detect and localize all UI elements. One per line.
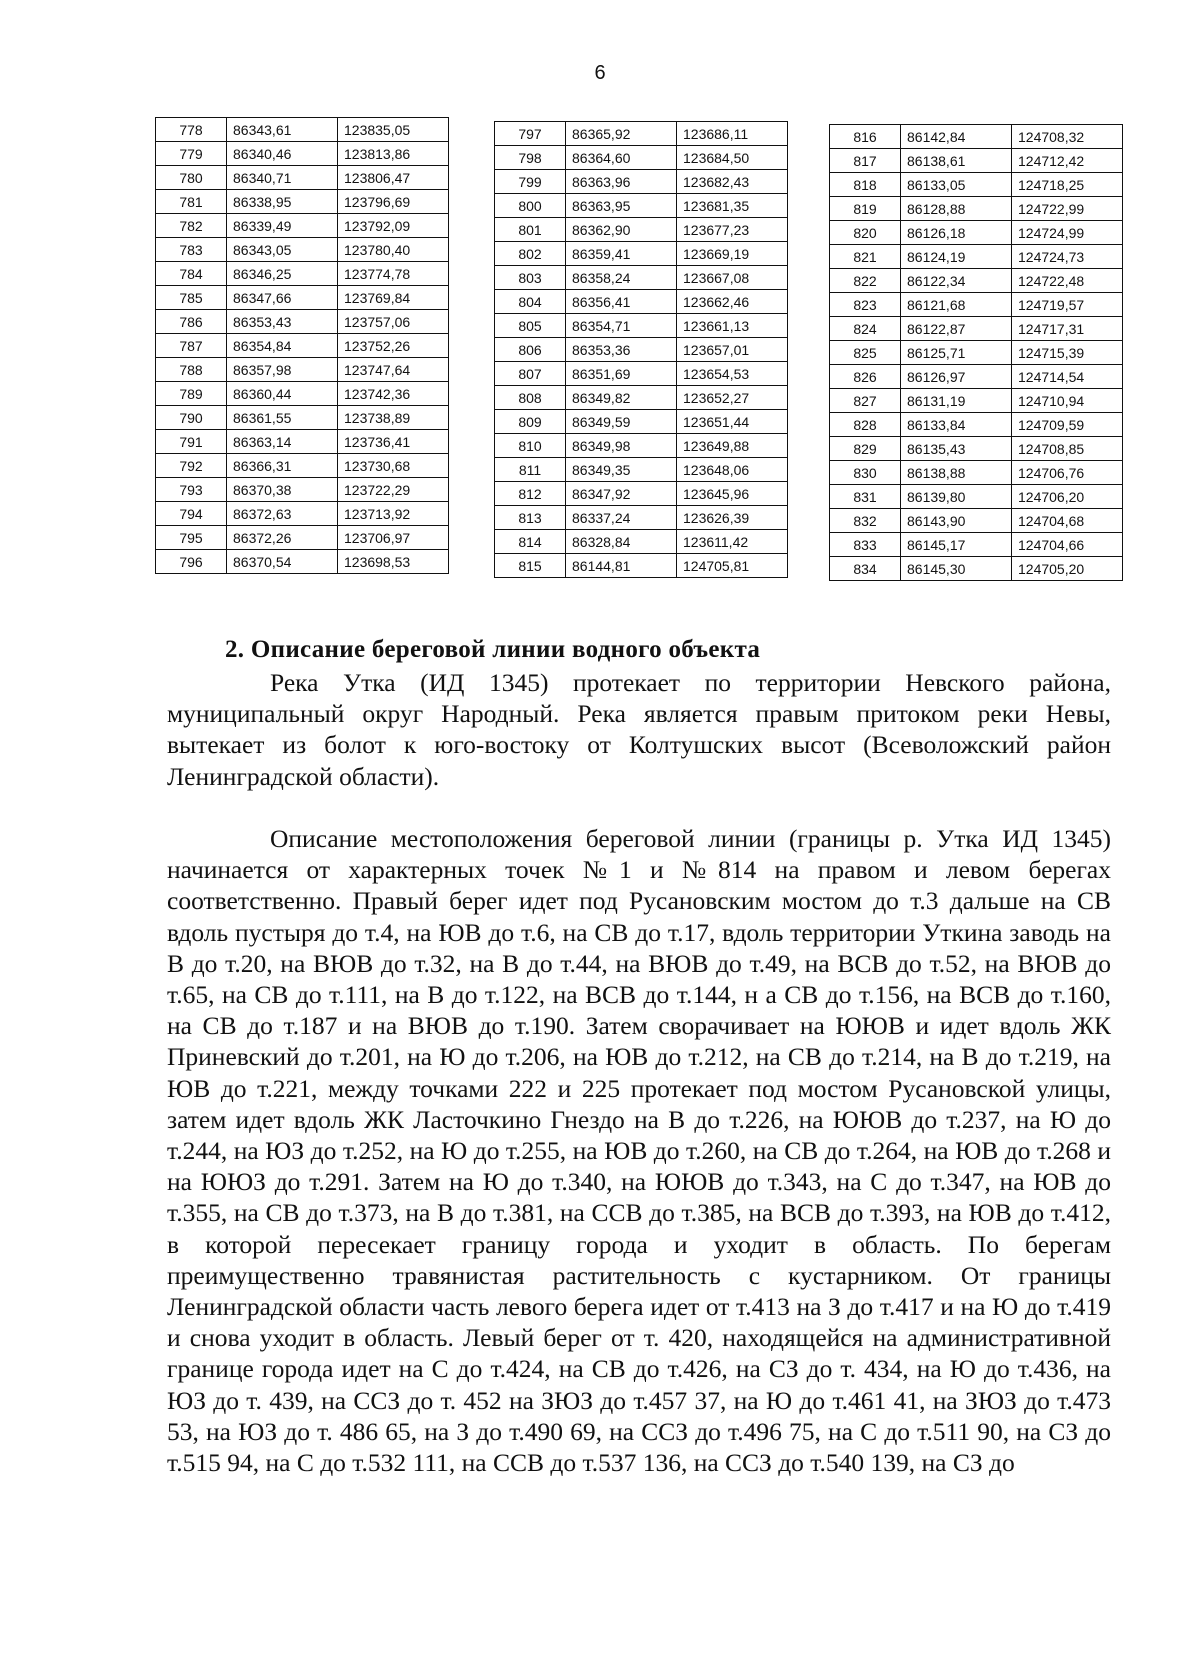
- point-number-cell: 781: [156, 190, 227, 214]
- y-coordinate-cell: 123682,43: [677, 170, 788, 194]
- table-row: [495, 434, 788, 458]
- table-row: [830, 461, 1123, 485]
- point-number-cell: 784: [156, 262, 227, 286]
- table-row: [156, 382, 449, 406]
- x-coordinate-cell: 86347,66: [227, 286, 338, 310]
- table-row: [830, 533, 1123, 557]
- point-number-cell: 815: [495, 554, 566, 578]
- y-coordinate-cell: 123722,29: [338, 478, 449, 502]
- x-coordinate-cell: 86361,55: [227, 406, 338, 430]
- x-coordinate-cell: 86343,05: [227, 238, 338, 262]
- point-number-cell: 780: [156, 166, 227, 190]
- table-row: [830, 149, 1123, 173]
- y-coordinate-cell: 123652,27: [677, 386, 788, 410]
- table-row: [156, 166, 449, 190]
- coordinates-table-1: [155, 117, 449, 574]
- y-coordinate-cell: 123736,41: [338, 430, 449, 454]
- point-number-cell: 804: [495, 290, 566, 314]
- section-heading: 2. Описание береговой линии водного объекта: [225, 636, 761, 663]
- point-number-cell: 831: [830, 485, 901, 509]
- point-number-cell: 796: [156, 550, 227, 574]
- point-number-cell: 824: [830, 317, 901, 341]
- y-coordinate-cell: 123654,53: [677, 362, 788, 386]
- table-row: [495, 242, 788, 266]
- point-number-cell: 787: [156, 334, 227, 358]
- table-row: [156, 310, 449, 334]
- y-coordinate-cell: 124704,66: [1012, 533, 1123, 557]
- y-coordinate-cell: 124706,76: [1012, 461, 1123, 485]
- paragraph-river-description: Река Утка (ИД 1345) протекает по территории Невского района, муниципальный округ Народный. Река является правым притоком реки Невы, вытекает из болот к юго-востоку от Колтушских высот (Всеволожский район Ленинградской области).: [167, 668, 1111, 791]
- table-row: [495, 506, 788, 530]
- y-coordinate-cell: 123835,05: [338, 118, 449, 142]
- point-number-cell: 822: [830, 269, 901, 293]
- table-row: [495, 338, 788, 362]
- table-row: [156, 358, 449, 382]
- y-coordinate-cell: 123792,09: [338, 214, 449, 238]
- table-row: [495, 218, 788, 242]
- y-coordinate-cell: 123677,23: [677, 218, 788, 242]
- x-coordinate-cell: 86135,43: [901, 437, 1012, 461]
- point-number-cell: 792: [156, 454, 227, 478]
- table-row: [495, 266, 788, 290]
- table-row: [830, 269, 1123, 293]
- x-coordinate-cell: 86138,88: [901, 461, 1012, 485]
- table-row: [830, 389, 1123, 413]
- y-coordinate-cell: 123645,96: [677, 482, 788, 506]
- y-coordinate-cell: 123651,44: [677, 410, 788, 434]
- point-number-cell: 809: [495, 410, 566, 434]
- x-coordinate-cell: 86349,35: [566, 458, 677, 482]
- point-number-cell: 778: [156, 118, 227, 142]
- point-number-cell: 808: [495, 386, 566, 410]
- y-coordinate-cell: 123738,89: [338, 406, 449, 430]
- table-row: [156, 478, 449, 502]
- x-coordinate-cell: 86122,34: [901, 269, 1012, 293]
- x-coordinate-cell: 86363,96: [566, 170, 677, 194]
- table-row: [495, 530, 788, 554]
- y-coordinate-cell: 123649,88: [677, 434, 788, 458]
- y-coordinate-cell: 124718,25: [1012, 173, 1123, 197]
- x-coordinate-cell: 86351,69: [566, 362, 677, 386]
- y-coordinate-cell: 123742,36: [338, 382, 449, 406]
- x-coordinate-cell: 86364,60: [566, 146, 677, 170]
- point-number-cell: 833: [830, 533, 901, 557]
- x-coordinate-cell: 86340,46: [227, 142, 338, 166]
- table-row: [156, 502, 449, 526]
- x-coordinate-cell: 86145,17: [901, 533, 1012, 557]
- table-row: [156, 142, 449, 166]
- y-coordinate-cell: 123796,69: [338, 190, 449, 214]
- y-coordinate-cell: 123698,53: [338, 550, 449, 574]
- point-number-cell: 779: [156, 142, 227, 166]
- y-coordinate-cell: 124706,20: [1012, 485, 1123, 509]
- paragraph-shoreline-description: Описание местоположения береговой линии (границы р. Утка ИД 1345) начинается от характерных точек №1 и №814 на правом и левом берегах соответственно. Правый берег идет под Русановским мостом до т.3 дальше на СВ вдоль пустыря до т.4, на ЮВ до т.6, на СВ до т.17, вдоль территории Уткина заводь на В до т.20, на ВЮВ до т.32, на В до т.44, на ВЮВ до т.49, на ВСВ до т.52, на ВЮВ до т.65, на СВ до т.111, на В до т.122, на ВСВ до т.144, н а СВ до т.156, на ВСВ до т.160, на СВ до т.187 и на ВЮВ до т.190. Затем сворачивает на ЮЮВ и идет вдоль ЖК Приневский до т.201, на Ю до т.206, на ЮВ до т.212, на СВ до т.214, на В до т.219, на ЮВ до т.221, между точками 222 и 225 протекает под мостом Русановской улицы, затем идет вдоль ЖК Ласточкино Гнездо на В до т.226, на ЮЮВ до т.237, на Ю до т.244, на ЮЗ до т.252, на Ю до т.255, на ЮВ до т.260, на СВ до т.264, на ЮВ до т.268 и на ЮЮЗ до т.291. Затем на Ю до т.340, на ЮЮВ до т.343, на С до т.347, на ЮВ до т.355, на СВ до т.373, на В до т.381, на ССВ до т.385, на ВСВ до т.393, на ЮВ до т.412, в которой пересекает границу города и уходит в область. По берегам преимущественно травянистая растительность с кустарником. От границы Ленинградской области часть левого берега идет от т.413 на З до т.417 и на Ю до т.419 и снова уходит в область. Левый берег от т. 420, находящейся на административной границе города идет на С до т.424, на СВ до т.426, на СЗ до т. 434, на Ю до т.436, на ЮЗ до т. 439, на ССЗ до т. 452 на ЗЮЗ до т.457 37, на Ю до т.461 41, на ЗЮЗ до т.473 53, на ЮЗ до т. 486 65, на З до т.490 69, на ССЗ до т.496 75, на С до т.511 90, на СЗ до т.515 94, на С до т.532 111, на ССВ до т.537 136, на ССЗ до т.540 139, на СЗ до: [167, 824, 1111, 1478]
- x-coordinate-cell: 86126,18: [901, 221, 1012, 245]
- x-coordinate-cell: 86363,95: [566, 194, 677, 218]
- point-number-cell: 813: [495, 506, 566, 530]
- table-row: [830, 125, 1123, 149]
- x-coordinate-cell: 86328,84: [566, 530, 677, 554]
- y-coordinate-cell: 124710,94: [1012, 389, 1123, 413]
- x-coordinate-cell: 86353,36: [566, 338, 677, 362]
- point-number-cell: 817: [830, 149, 901, 173]
- y-coordinate-cell: 123757,06: [338, 310, 449, 334]
- x-coordinate-cell: 86370,54: [227, 550, 338, 574]
- table-row: [830, 365, 1123, 389]
- point-number-cell: 790: [156, 406, 227, 430]
- y-coordinate-cell: 123730,68: [338, 454, 449, 478]
- y-coordinate-cell: 123648,06: [677, 458, 788, 482]
- point-number-cell: 799: [495, 170, 566, 194]
- point-number-cell: 827: [830, 389, 901, 413]
- x-coordinate-cell: 86126,97: [901, 365, 1012, 389]
- point-number-cell: 821: [830, 245, 901, 269]
- x-coordinate-cell: 86370,38: [227, 478, 338, 502]
- y-coordinate-cell: 123681,35: [677, 194, 788, 218]
- x-coordinate-cell: 86360,44: [227, 382, 338, 406]
- y-coordinate-cell: 123806,47: [338, 166, 449, 190]
- point-number-cell: 801: [495, 218, 566, 242]
- y-coordinate-cell: 123747,64: [338, 358, 449, 382]
- table-row: [156, 118, 449, 142]
- table-row: [830, 197, 1123, 221]
- x-coordinate-cell: 86143,90: [901, 509, 1012, 533]
- y-coordinate-cell: 123813,86: [338, 142, 449, 166]
- y-coordinate-cell: 123611,42: [677, 530, 788, 554]
- table-row: [495, 194, 788, 218]
- y-coordinate-cell: 124722,48: [1012, 269, 1123, 293]
- y-coordinate-cell: 123713,92: [338, 502, 449, 526]
- table-row: [495, 410, 788, 434]
- y-coordinate-cell: 123706,97: [338, 526, 449, 550]
- point-number-cell: 807: [495, 362, 566, 386]
- x-coordinate-cell: 86138,61: [901, 149, 1012, 173]
- table-row: [830, 341, 1123, 365]
- point-number-cell: 810: [495, 434, 566, 458]
- coordinates-table-3: [829, 124, 1123, 581]
- point-number-cell: 802: [495, 242, 566, 266]
- x-coordinate-cell: 86359,41: [566, 242, 677, 266]
- point-number-cell: 803: [495, 266, 566, 290]
- x-coordinate-cell: 86372,26: [227, 526, 338, 550]
- point-number-cell: 819: [830, 197, 901, 221]
- y-coordinate-cell: 124714,54: [1012, 365, 1123, 389]
- point-number-cell: 786: [156, 310, 227, 334]
- table-row: [156, 190, 449, 214]
- table-row: [830, 437, 1123, 461]
- x-coordinate-cell: 86131,19: [901, 389, 1012, 413]
- x-coordinate-cell: 86125,71: [901, 341, 1012, 365]
- table-row: [495, 554, 788, 578]
- x-coordinate-cell: 86339,49: [227, 214, 338, 238]
- x-coordinate-cell: 86340,71: [227, 166, 338, 190]
- point-number-cell: 823: [830, 293, 901, 317]
- x-coordinate-cell: 86337,24: [566, 506, 677, 530]
- y-coordinate-cell: 124722,99: [1012, 197, 1123, 221]
- point-number-cell: 834: [830, 557, 901, 581]
- table-row: [830, 221, 1123, 245]
- point-number-cell: 798: [495, 146, 566, 170]
- y-coordinate-cell: 124724,99: [1012, 221, 1123, 245]
- table-row: [495, 458, 788, 482]
- table-row: [830, 317, 1123, 341]
- x-coordinate-cell: 86358,24: [566, 266, 677, 290]
- x-coordinate-cell: 86346,25: [227, 262, 338, 286]
- y-coordinate-cell: 124708,32: [1012, 125, 1123, 149]
- point-number-cell: 806: [495, 338, 566, 362]
- table-row: [156, 286, 449, 310]
- point-number-cell: 832: [830, 509, 901, 533]
- y-coordinate-cell: 124712,42: [1012, 149, 1123, 173]
- table-row: [830, 293, 1123, 317]
- table-row: [156, 550, 449, 574]
- y-coordinate-cell: 123684,50: [677, 146, 788, 170]
- point-number-cell: 785: [156, 286, 227, 310]
- table-row: [830, 173, 1123, 197]
- point-number-cell: 828: [830, 413, 901, 437]
- point-number-cell: 811: [495, 458, 566, 482]
- table-row: [156, 406, 449, 430]
- y-coordinate-cell: 123662,46: [677, 290, 788, 314]
- table-row: [156, 526, 449, 550]
- table-row: [156, 430, 449, 454]
- x-coordinate-cell: 86349,98: [566, 434, 677, 458]
- table-row: [495, 362, 788, 386]
- x-coordinate-cell: 86349,82: [566, 386, 677, 410]
- x-coordinate-cell: 86124,19: [901, 245, 1012, 269]
- x-coordinate-cell: 86353,43: [227, 310, 338, 334]
- y-coordinate-cell: 123752,26: [338, 334, 449, 358]
- table-row: [495, 386, 788, 410]
- y-coordinate-cell: 123657,01: [677, 338, 788, 362]
- x-coordinate-cell: 86349,59: [566, 410, 677, 434]
- y-coordinate-cell: 124724,73: [1012, 245, 1123, 269]
- x-coordinate-cell: 86133,84: [901, 413, 1012, 437]
- point-number-cell: 788: [156, 358, 227, 382]
- x-coordinate-cell: 86372,63: [227, 502, 338, 526]
- y-coordinate-cell: 124715,39: [1012, 341, 1123, 365]
- point-number-cell: 826: [830, 365, 901, 389]
- x-coordinate-cell: 86121,68: [901, 293, 1012, 317]
- table-row: [495, 482, 788, 506]
- table-row: [830, 413, 1123, 437]
- table-row: [830, 557, 1123, 581]
- point-number-cell: 825: [830, 341, 901, 365]
- x-coordinate-cell: 86347,92: [566, 482, 677, 506]
- x-coordinate-cell: 86142,84: [901, 125, 1012, 149]
- table-row: [156, 262, 449, 286]
- table-row: [830, 509, 1123, 533]
- y-coordinate-cell: 123774,78: [338, 262, 449, 286]
- table-row: [156, 214, 449, 238]
- point-number-cell: 782: [156, 214, 227, 238]
- x-coordinate-cell: 86133,05: [901, 173, 1012, 197]
- x-coordinate-cell: 86338,95: [227, 190, 338, 214]
- y-coordinate-cell: 124704,68: [1012, 509, 1123, 533]
- point-number-cell: 794: [156, 502, 227, 526]
- point-number-cell: 800: [495, 194, 566, 218]
- table-row: [495, 314, 788, 338]
- y-coordinate-cell: 123626,39: [677, 506, 788, 530]
- x-coordinate-cell: 86357,98: [227, 358, 338, 382]
- y-coordinate-cell: 124705,81: [677, 554, 788, 578]
- point-number-cell: 829: [830, 437, 901, 461]
- x-coordinate-cell: 86144,81: [566, 554, 677, 578]
- x-coordinate-cell: 86354,71: [566, 314, 677, 338]
- coordinates-table-2: [494, 121, 788, 578]
- x-coordinate-cell: 86354,84: [227, 334, 338, 358]
- point-number-cell: 797: [495, 122, 566, 146]
- x-coordinate-cell: 86362,90: [566, 218, 677, 242]
- point-number-cell: 816: [830, 125, 901, 149]
- point-number-cell: 783: [156, 238, 227, 262]
- x-coordinate-cell: 86145,30: [901, 557, 1012, 581]
- x-coordinate-cell: 86139,80: [901, 485, 1012, 509]
- table-row: [156, 238, 449, 262]
- y-coordinate-cell: 124719,57: [1012, 293, 1123, 317]
- y-coordinate-cell: 124717,31: [1012, 317, 1123, 341]
- table-row: [830, 485, 1123, 509]
- point-number-cell: 818: [830, 173, 901, 197]
- page-number: 6: [594, 62, 606, 84]
- point-number-cell: 805: [495, 314, 566, 338]
- x-coordinate-cell: 86365,92: [566, 122, 677, 146]
- y-coordinate-cell: 124708,85: [1012, 437, 1123, 461]
- table-row: [156, 454, 449, 478]
- x-coordinate-cell: 86343,61: [227, 118, 338, 142]
- table-row: [156, 334, 449, 358]
- table-row: [830, 245, 1123, 269]
- y-coordinate-cell: 123661,13: [677, 314, 788, 338]
- table-row: [495, 146, 788, 170]
- point-number-cell: 830: [830, 461, 901, 485]
- point-number-cell: 795: [156, 526, 227, 550]
- y-coordinate-cell: 123686,11: [677, 122, 788, 146]
- x-coordinate-cell: 86356,41: [566, 290, 677, 314]
- x-coordinate-cell: 86366,31: [227, 454, 338, 478]
- point-number-cell: 793: [156, 478, 227, 502]
- y-coordinate-cell: 124705,20: [1012, 557, 1123, 581]
- table-row: [495, 170, 788, 194]
- y-coordinate-cell: 124709,59: [1012, 413, 1123, 437]
- point-number-cell: 789: [156, 382, 227, 406]
- x-coordinate-cell: 86122,87: [901, 317, 1012, 341]
- point-number-cell: 812: [495, 482, 566, 506]
- y-coordinate-cell: 123669,19: [677, 242, 788, 266]
- table-row: [495, 122, 788, 146]
- point-number-cell: 814: [495, 530, 566, 554]
- x-coordinate-cell: 86363,14: [227, 430, 338, 454]
- y-coordinate-cell: 123769,84: [338, 286, 449, 310]
- x-coordinate-cell: 86128,88: [901, 197, 1012, 221]
- point-number-cell: 791: [156, 430, 227, 454]
- y-coordinate-cell: 123667,08: [677, 266, 788, 290]
- y-coordinate-cell: 123780,40: [338, 238, 449, 262]
- point-number-cell: 820: [830, 221, 901, 245]
- table-row: [495, 290, 788, 314]
